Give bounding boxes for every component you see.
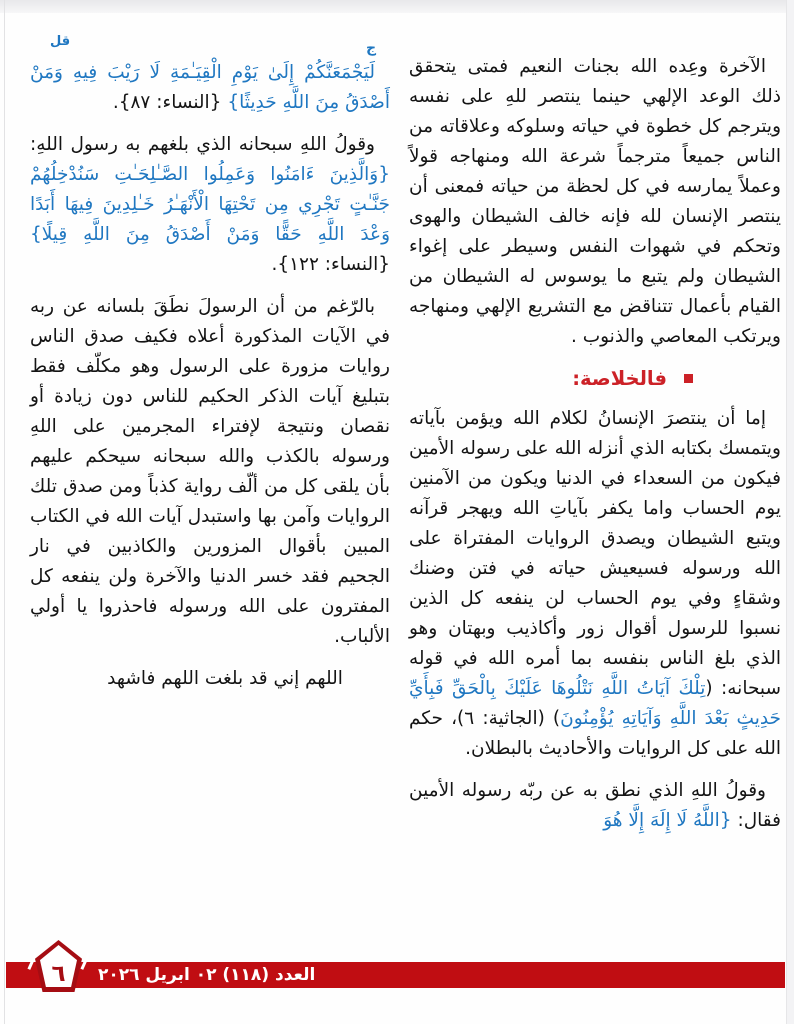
paragraph-gods-word — [409, 776, 781, 836]
closing-dua: اللهم إني قد بلغت اللهم فاشهد — [107, 668, 343, 689]
top-mark-right: ج — [366, 40, 377, 56]
paragraph-verse-nisa-87 — [30, 58, 390, 118]
scan-edge-right — [787, 0, 794, 1024]
footer-issue-text: العدد (١١٨) ٠٢ ابريل ٢٠٢٦ — [98, 965, 316, 985]
body-text: إما أن ينتصرَ الإنسانُ لكلام الله ويؤمن بآياته ويتمسك بكتابه الذي أنزله الله على رسوله الأمين فيكون من السعداء في الدنيا ويكون من الآمنين يوم الحساب واما يكفر بآياتِ الله ويهجر قرآنه ويتبع الشيطان ويصدق الروايات المفتراة على الله ورسوله فسيعيش حياته في فتن وضنك وشقاءٍ وفي يوم الحساب لن ينفعه كل الذين نسبوا للرسول أقوال زور وأكاذيب وبهتان وهو الذي بلغ الناس بنفسه بما أمره الله في قوله سبحانه: ( — [409, 408, 781, 699]
paragraph-verse-nisa-122 — [30, 130, 390, 280]
scan-edge-right-line — [786, 0, 787, 1024]
quran-verse-text: {اللَّهُ لَا إِلَهَ إِلَّا هُوَ — [603, 810, 732, 831]
paragraph-warning — [30, 292, 390, 652]
column-right — [409, 52, 781, 848]
body-text: الآخرة وعِده الله بجنات النعيم فمتى يتحقق ذلك الوعد الإلهي حينما ينتصر للهِ على نفسه ويترجم كل خطوة في حياته وسلوكه وعلاقاته من الناس جميعاً مترجماً شرعة الله ومنهاجه قولاً وعملاً يمارسه في كل لحظة من حياته فمعنى أن ينتصر الإنسان لله فإنه خالف الشيطان والهوى وتحكم في شهوات النفس وسيطر على إغواء الشيطان ولم يتبع ما يوسوس له الشيطان من القيام بأعمال تتناقض مع التشريع الإلهي ومنهاجه ويرتكب المعاصي والذنوب . — [409, 56, 781, 347]
body-text: {النساء: ١٢٢}. — [271, 254, 390, 275]
page-number: ٦ — [51, 961, 66, 987]
body-text: ) (الجاثية: ٦)، حكم الله على كل الروايات والأحاديث بالبطلان. — [409, 708, 781, 759]
summary-heading — [409, 364, 781, 394]
summary-heading-label: فالخلاصة: — [572, 367, 667, 390]
red-square-bullet — [684, 374, 693, 383]
footer-bar — [6, 962, 785, 988]
paragraph-victory-of-believer — [409, 52, 781, 352]
scan-edge-top — [0, 0, 794, 13]
top-mark-left: قل — [50, 34, 71, 49]
paragraph-conclusion — [409, 404, 781, 764]
column-left — [30, 58, 390, 706]
quran-verse-text: {وَالَّذِينَ ءَامَنُوا وَعَمِلُوا الصَّـٰلِحَـٰتِ سَنُدْخِلُهُمْ جَنَّـٰتٍ تَجْرِي مِن تَحْتِهَا الْأَنْهَـٰرُ خَـٰلِدِينَ فِيهَا أَبَدًا وَعْدَ اللَّهِ حَقًّا وَمَنْ أَصْدَقُ مِنَ اللَّهِ قِيلًا} — [30, 164, 390, 245]
body-text: وقولُ اللهِ سبحانه الذي بلغهم به رسول اللهِ: — [30, 134, 375, 155]
body-text: بالرّغم من أن الرسولَ نطَقَ بلسانه عن ربه في الآيات المذكورة أعلاه فكيف صدق الناس روايات مزورة على الرسول وهو مكلّف فقط بتبليغ آيات الذكر الحكيم للناس دون زيادة أو نقصان ونتيجة لإفتراء المجرمين على اللهِ ورسوله بالكذب والله سبحانه سيحكم عليهم بأن يلقى كل من ألّف رواية كذباً ومن صدق تلك الروايات وآمن بها واستبدل آيات الله في الكتاب المبين بأقوال المزورين والكاذبين في نار الجحيم فقد خسر الدنيا والآخرة ولن ينفعه كل المفترون على الله ورسوله فاحذروا يا أولي الألباب. — [30, 296, 390, 647]
body-text: {النساء: ٨٧}. — [112, 92, 228, 113]
body-text: وقولُ اللهِ الذي نطق به عن ربّه رسوله الأمين فقال: — [409, 780, 781, 831]
quran-verse-text: تِلْكَ آيَاتُ اللَّهِ نَتْلُوهَا عَلَيْكَ بِالْحَقِّ فَبِأَيِّ حَدِيثٍ بَعْدَ اللَّهِ وَآيَاتِهِ يُؤْمِنُونَ — [409, 678, 781, 729]
quran-verse-text: لَيَجْمَعَنَّكُمْ إِلَىٰ يَوْمِ الْقِيَـٰمَةِ لَا رَيْبَ فِيهِ وَمَنْ أَصْدَقُ مِنَ اللَّهِ حَدِيثًا} — [30, 62, 390, 113]
page-number-badge — [35, 940, 82, 992]
scan-edge-left — [4, 0, 5, 1024]
